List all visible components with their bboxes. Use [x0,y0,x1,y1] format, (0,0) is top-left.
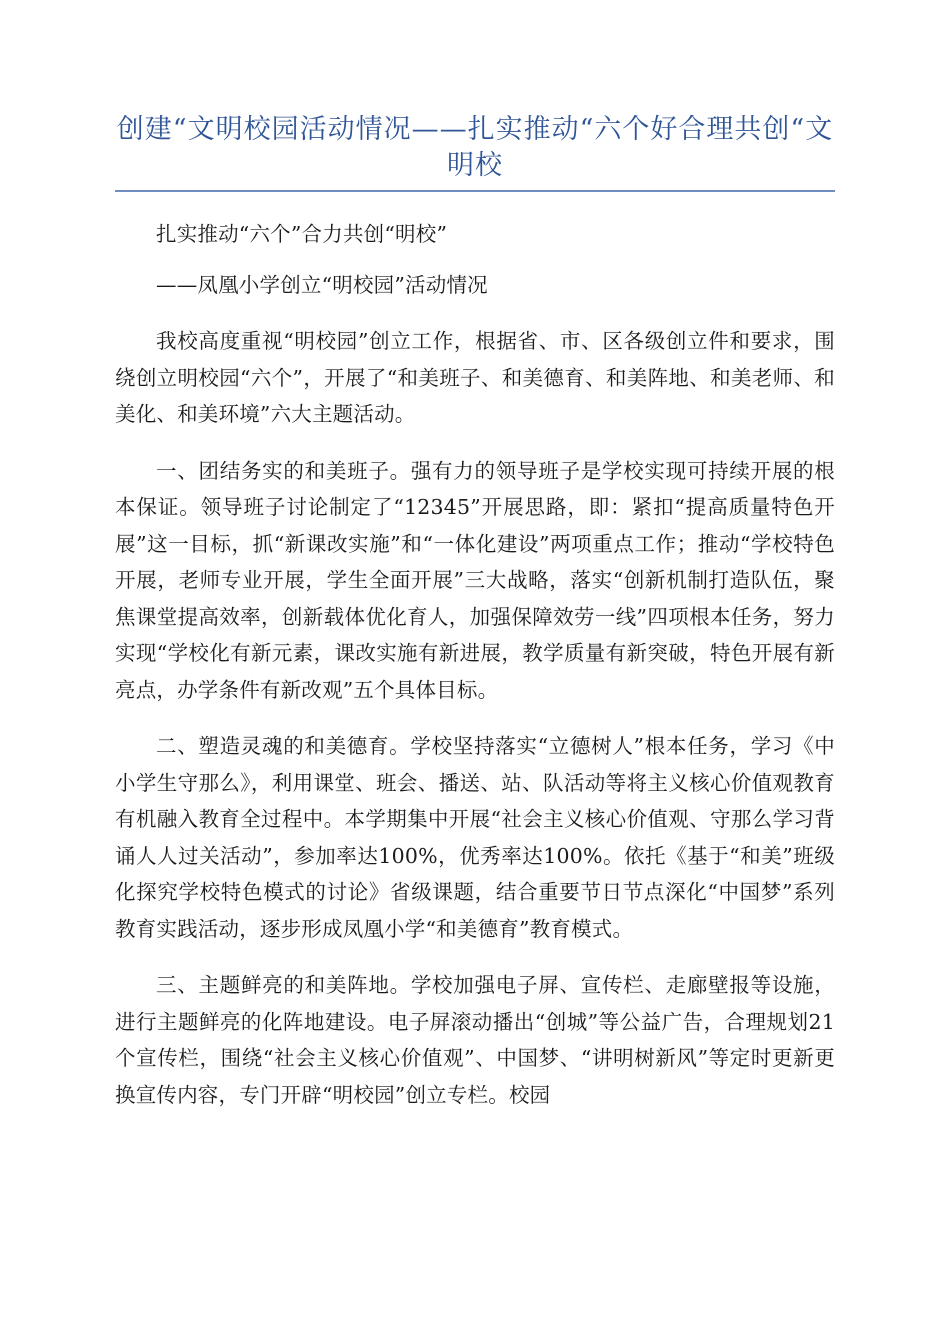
paragraph-section-1: 一、团结务实的和美班子。强有力的领导班子是学校实现可持续开展的根本保证。领导班子讨论制定了“12345”开展思路，即：紧扣“提高质量特色开展”这一目标，抓“新课改实施”和“一体化建设”两项重点工作；推动“学校特色开展，老师专业开展，学生全面开展”三大战略，落实“创新机制打造队伍，聚焦课堂提高效率，创新载体优化育人，加强保障效劳一线”四项根本任务，努力实现“学校化有新元素，课改实施有新进展，教学质量有新突破，特色开展有新亮点，办学条件有新改观”五个具体目标。 [115,458,835,702]
document-page [115,112,835,1113]
paragraph-section-3: 三、主题鲜亮的和美阵地。学校加强电子屏、宣传栏、走廊壁报等设施，进行主题鲜亮的化阵地建设。电子屏滚动播出“创城”等公益广告，合理规划21个宣传栏，围绕“社会主义核心价值观”、中国梦、“讲明树新风”等定时更新更换宣传内容，专门开辟“明校园”创立专栏。校园 [115,973,835,1107]
subtitle: 扎实推动“六个”合力共创“明校” [156,222,448,246]
document-title: 创建“文明校园活动情况——扎实推动“六个好合理共创“文明校 [116,114,834,181]
byline: ——凤凰小学创立“明校园”活动情况 [156,272,488,297]
paragraph-section-2: 二、塑造灵魂的和美德育。学校坚持落实“立德树人”根本任务，学习《中小学生守那么》，利用课堂、班会、播送、站、队活动等将主义核心价值观教育有机融入教育全过程中。本学期集中开展“社会主义核心价值观、守那么学习背诵人人过关活动”，参加率达100%，优秀率达100%。依托《基于“和美”班级化探究学校特色模式的讨论》省级课题，结合重要节日节点深化“中国梦”系列教育实践活动，逐步形成凤凰小学“和美德育”教育模式。 [115,734,835,941]
document-body [115,216,835,1113]
paragraph-intro: 我校高度重视“明校园”创立工作，根据省、市、区各级创立件和要求，围绕创立明校园“六个”，开展了“和美班子、和美德育、和美阵地、和美老师、和美化、和美环境”六大主题活动。 [115,329,835,426]
title-underline [115,190,835,192]
